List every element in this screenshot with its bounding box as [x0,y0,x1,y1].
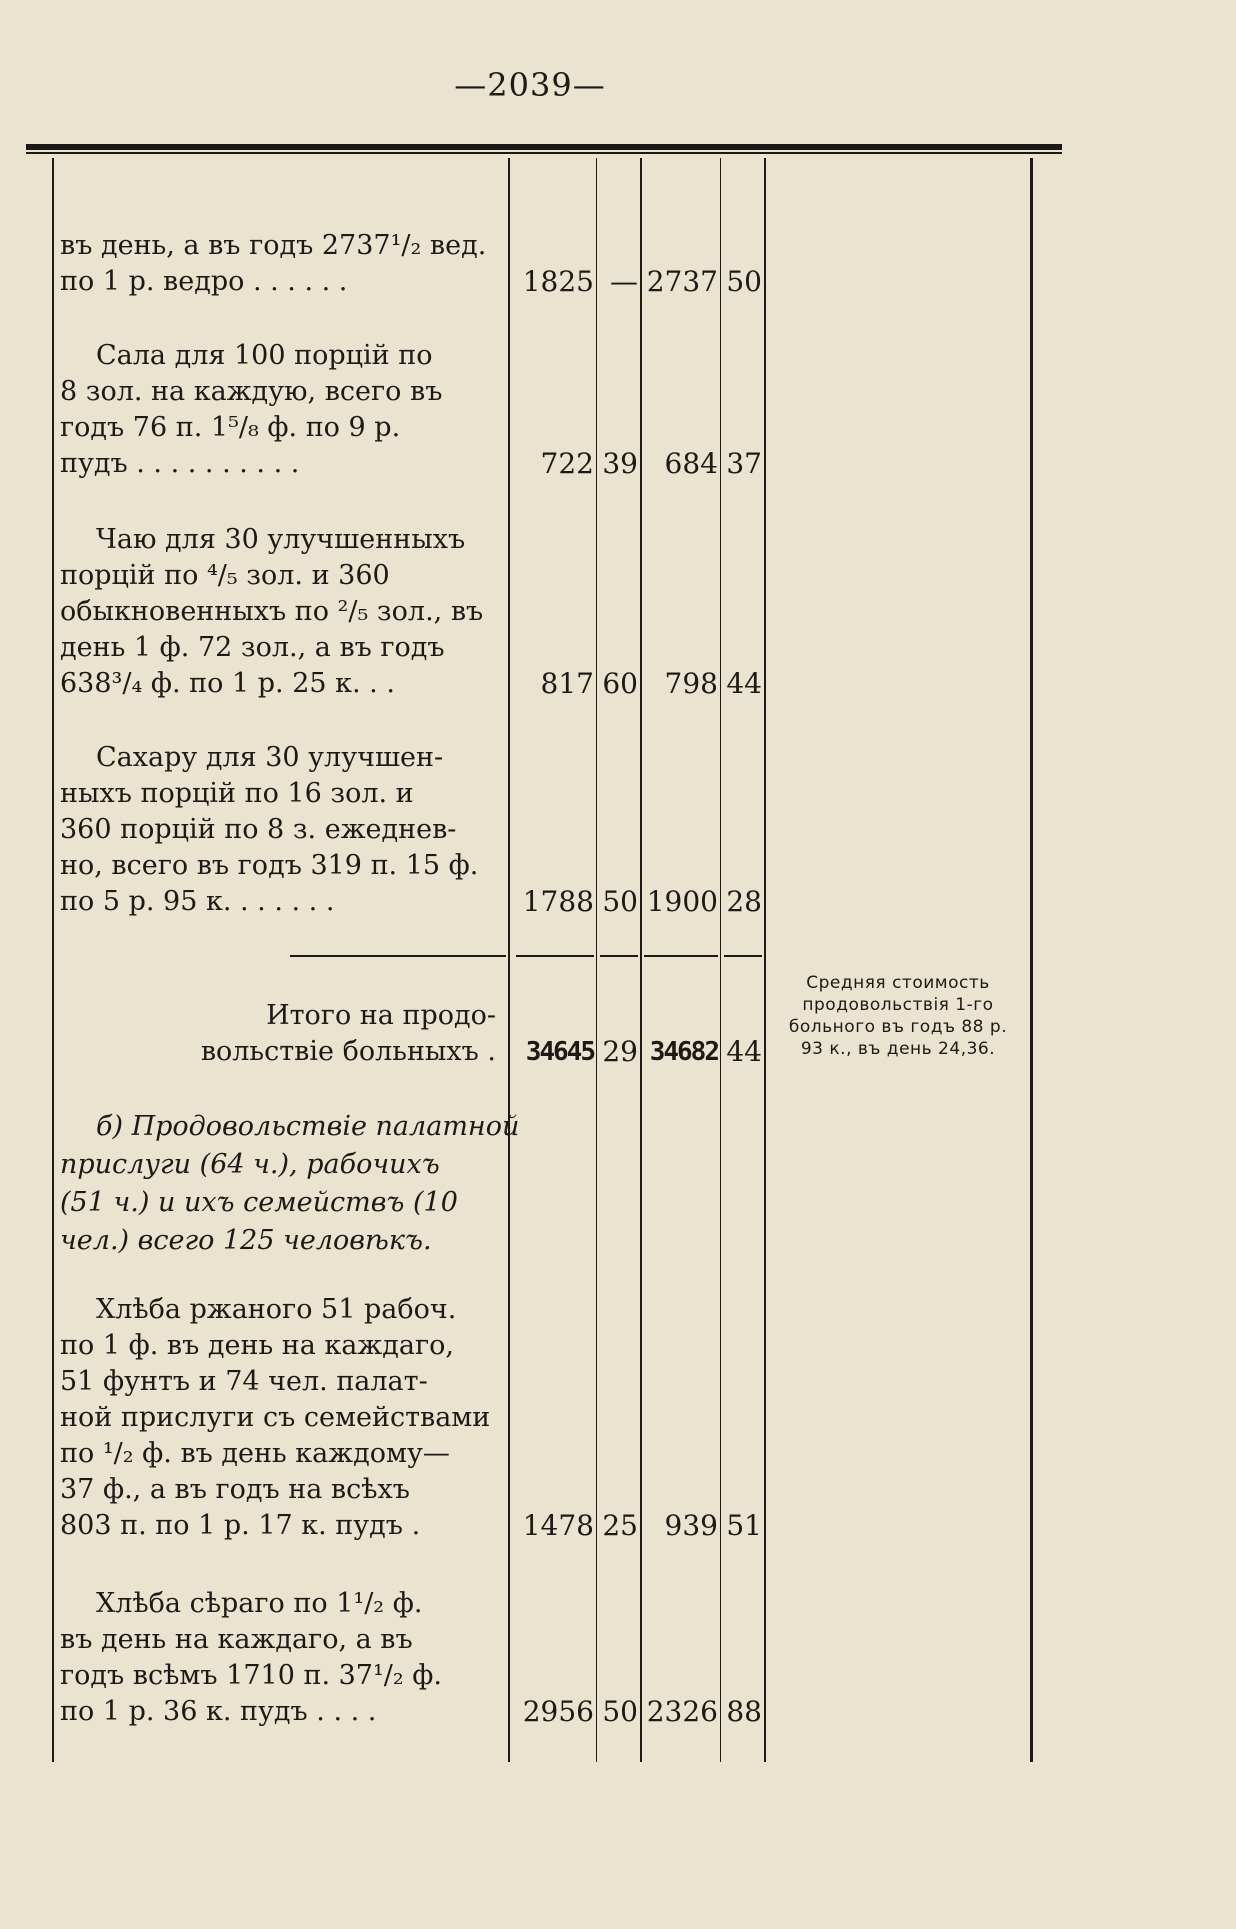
table-divider-text [508,158,510,1762]
entry-line: по 1 р. ведро . . . . . . [60,266,348,297]
value-rub-b: 2326 [646,1695,718,1728]
entry-line: ной прислуги съ семействами [60,1402,491,1433]
sum-rule-text [290,955,506,957]
side-note [768,972,1028,1060]
value-kop-b: 44 [726,667,762,700]
note-line: 93 к., въ день 24,36. [800,1039,996,1059]
note-line: больного въ годъ 88 р. [788,1017,1008,1037]
value-kop-a: 50 [602,1695,638,1728]
value-rub-b: 798 [664,667,718,700]
value-kop-b: 37 [726,447,762,480]
value-kop-a: 50 [602,885,638,918]
entry-line: ныхъ порцій по 16 зол. и [60,778,414,809]
entry-line: но, всего въ годъ 319 п. 15 ф. [60,850,479,881]
entry-grey-bread [60,1586,496,1730]
entry-line: годъ 76 п. 1⁵/₈ ф. по 9 р. [60,412,401,443]
entry-line: пудъ . . . . . . . . . . [60,448,300,479]
entry-line: порцій по ⁴/₅ зол. и 360 [60,560,390,591]
section-line: б) Продовольствіе палатной [96,1111,520,1142]
value-kop-b: 51 [726,1509,762,1542]
header-rule-thin [26,152,1062,154]
total-kop-b: 44 [726,1035,762,1068]
entry-line: 37 ф., а въ годъ на всѣхъ [60,1474,410,1505]
value-rub-a: 1788 [522,885,594,918]
section-line: чел.) всего 125 человѣкъ. [60,1225,432,1256]
entry-line: Сала для 100 порцій по [96,340,433,371]
entry-line: по 1 р. 36 к. пудъ . . . . [60,1696,377,1727]
value-rub-b: 1900 [646,885,718,918]
entry-line: годъ всѣмъ 1710 п. 37¹/₂ ф. [60,1660,443,1691]
entry-line: въ день, а въ годъ 2737¹/₂ вед. [60,230,487,261]
value-rub-a: 1478 [522,1509,594,1542]
sum-rule-c4 [724,955,762,957]
page-number: —2039— [454,66,606,104]
entry-sugar [60,740,496,920]
value-rub-a: 2956 [522,1695,594,1728]
entry-vodka [60,228,496,300]
sum-rule-c2 [600,955,638,957]
entry-line: 638³/₄ ф. по 1 р. 25 к. . . [60,668,395,699]
value-kop-b: 50 [726,265,762,298]
header-rule [26,144,1062,150]
entry-line: въ день на каждаго, а въ [60,1624,413,1655]
entry-rye-bread [60,1292,496,1544]
entry-line: 8 зол. на каждую, всего въ [60,376,443,407]
entry-line: по 1 ф. въ день на каждаго, [60,1330,454,1361]
value-rub-b: 939 [664,1509,718,1542]
value-kop-b: 88 [726,1695,762,1728]
total-kop-a: 29 [602,1035,638,1068]
total-label [60,998,496,1070]
table-divider-c1 [596,158,597,1762]
entry-lard [60,338,496,482]
sum-rule-c3 [644,955,718,957]
table-divider-c3 [720,158,721,1762]
section-b-heading [60,1108,520,1260]
total-rub-a: 34645 [525,1037,594,1067]
value-kop-a: 25 [602,1509,638,1542]
entry-line: по 5 р. 95 к. . . . . . . [60,886,335,917]
section-line: прислуги (64 ч.), рабочихъ [60,1149,440,1180]
value-kop-a: 60 [602,667,638,700]
total-line: вольствіе больныхъ . [200,1036,496,1067]
value-rub-b: 684 [664,447,718,480]
table-border-left [52,158,54,1762]
entry-line: по ¹/₂ ф. въ день каждому— [60,1438,450,1469]
entry-line: Сахару для 30 улучшен- [96,742,444,773]
value-rub-a: 722 [540,447,594,480]
entry-line: 51 фунтъ и 74 чел. палат- [60,1366,428,1397]
sum-rule-c1 [516,955,594,957]
section-line: (51 ч.) и ихъ семействъ (10 [60,1187,458,1218]
value-kop-b: 28 [726,885,762,918]
value-rub-a: 1825 [522,265,594,298]
entry-line: Хлѣба сѣраго по 1¹/₂ ф. [96,1588,423,1619]
entry-tea [60,522,496,702]
note-line: Средняя стоимость [806,973,990,993]
total-rub-b: 34682 [649,1037,718,1067]
value-rub-b: 2737 [646,265,718,298]
entry-line: Хлѣба ржаного 51 рабоч. [96,1294,457,1325]
value-kop-a: 39 [602,447,638,480]
note-line: продовольствія 1-го [802,995,994,1015]
value-rub-a: 817 [540,667,594,700]
entry-line: 360 порцій по 8 з. ежеднев- [60,814,457,845]
value-kop-a: — [610,265,638,298]
entry-line: день 1 ф. 72 зол., а въ годъ [60,632,445,663]
table-divider-c4 [764,158,766,1762]
entry-line: Чаю для 30 улучшенныхъ [96,524,466,555]
entry-line: обыкновенныхъ по ²/₅ зол., въ [60,596,484,627]
table-border-right [1030,158,1033,1762]
total-line: Итого на продо- [266,1000,496,1031]
entry-line: 803 п. по 1 р. 17 к. пудъ . [60,1510,421,1541]
